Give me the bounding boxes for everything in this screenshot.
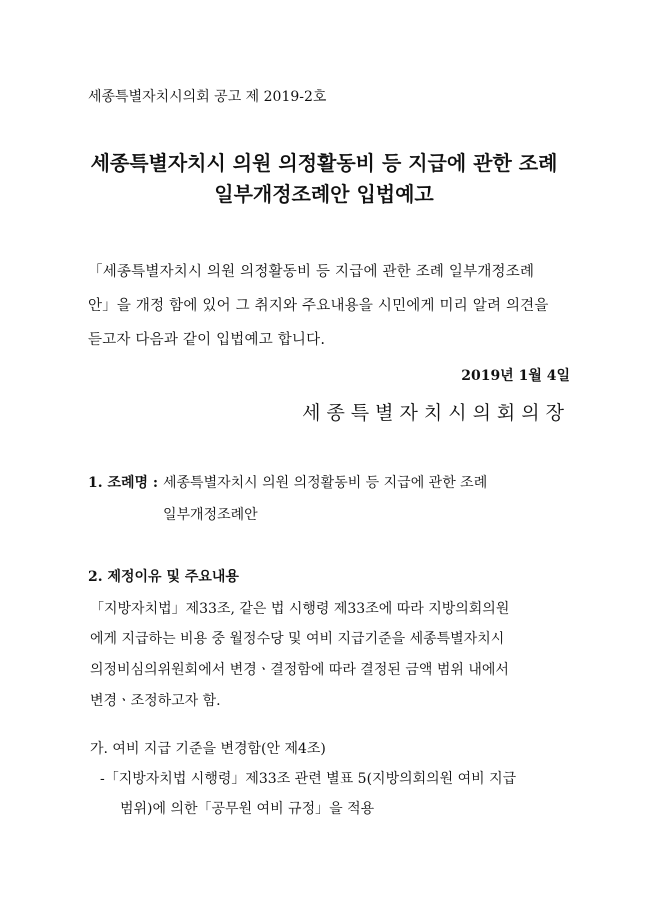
section-2-body-line-3: 의정비심의위원회에서 변경ㆍ결정함에 따라 결정된 금액 범위 내에서 bbox=[90, 662, 509, 678]
section-2-body-line-1: 「지방자치법」제33조, 같은 법 시행령 제33조에 따라 지방의회의원 bbox=[90, 601, 510, 617]
sub-item-a: 가. 여비 지급 기준을 변경함(안 제4조) bbox=[90, 741, 326, 757]
section-2-heading: 2. 제정이유 및 주요내용 bbox=[88, 569, 239, 585]
notice-date: 2019년 1월 4일 bbox=[461, 368, 570, 384]
ordinance-name-line-2: 일부개정조례안 bbox=[163, 507, 258, 523]
sub-item-detail-line-2: 범위)에 의한「공무원 여비 규정」을 적용 bbox=[120, 801, 375, 817]
sub-item-detail-line-1: -「지방자치법 시행령」제33조 관련 별표 5(지방의회의원 여비 지급 bbox=[100, 771, 517, 787]
intro-paragraph-line-1: 「세종특별자치시 의원 의정활동비 등 지급에 관한 조례 일부개정조례 bbox=[88, 264, 535, 280]
intro-paragraph-line-2: 안」을 개정 함에 있어 그 취지와 주요내용을 시민에게 미리 알려 의견을 bbox=[88, 298, 549, 314]
issuer-name: 세종특별자치시의회의장 bbox=[302, 402, 570, 424]
section-2-body-line-4: 변경ㆍ조정하고자 함. bbox=[90, 693, 221, 709]
ordinance-name-line-1: 세종특별자치시 의원 의정활동비 등 지급에 관한 조례 bbox=[163, 475, 488, 491]
intro-paragraph-line-3: 듣고자 다음과 같이 입법예고 합니다. bbox=[88, 332, 326, 348]
section-2-body-line-2: 에게 지급하는 비용 중 월정수당 및 여비 지급기준을 세종특별자치시 bbox=[90, 631, 505, 647]
section-1-heading: 1. 조례명 : bbox=[88, 475, 159, 491]
document-title-line-2: 일부개정조례안 입법예고 bbox=[214, 182, 434, 206]
notice-number: 세종특별자치시의회 공고 제 2019-2호 bbox=[88, 89, 327, 105]
document-title-line-1: 세종특별자치시 의원 의정활동비 등 지급에 관한 조례 bbox=[90, 151, 558, 175]
